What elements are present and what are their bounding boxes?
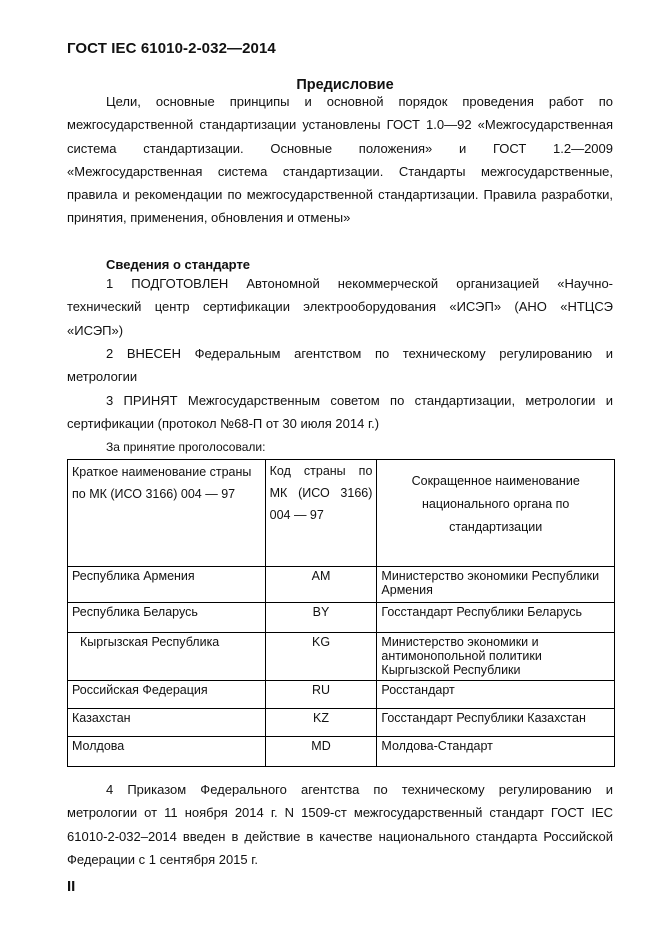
table-row [68,603,615,633]
info-item-4 [67,778,613,871]
code-cell: BY [265,603,377,633]
preface-text: Цели, основные принципы и основной порядок проведения работ по межгосударственной стандартизации установлены ГОСТ 1.0—92 «Межгосударственная система стандартизации. Основные положения» и ГОСТ 1.2—2009 «Межгосударственная система стандартизации. Стандарты межгосударственные, правила и рекомендации по межгосударственной стандартизации. Правила разработки, принятия, применения, обновления и отмены» [67,94,613,226]
document-code-header: ГОСТ IEC 61010-2-032—2014 [67,40,276,57]
info-item-4-text: 4 Приказом Федерального агентства по техническому регулированию и метрологии от 11 ноября 2014 г. N 1509-ст межгосударственный стандарт ГОСТ IEC 61010-2-032–2014 введен в действие в качестве национального стандарта Российской Федерации с 1 сентября 2015 г. [67,782,613,867]
country-cell: Казахстан [68,709,266,737]
table-row [68,737,615,767]
info-item-1-text: 1 ПОДГОТОВЛЕН Автономной некоммерческой организацией «Научно-технический центр сертификации электрооборудования «ИСЭП» (АНО «НТЦСЭ «ИСЭП») [67,276,613,338]
table-row [68,567,615,603]
country-cell: Кыргызская Республика [68,633,266,681]
voting-countries-table [67,459,615,767]
code-cell: RU [265,681,377,709]
table-row [68,709,615,737]
org-cell: Министерство экономики и антимонопольной политики Кыргызской Республики [377,633,615,681]
info-item-3-text: 3 ПРИНЯТ Межгосударственным советом по стандартизации, метрологии и сертификации (протокол №68-П от 30 июля 2014 г.) [67,393,613,432]
header-national-body: Сокращенное наименование национального органа по стандартизации [377,460,615,567]
page-number: II [67,878,76,895]
info-item-2 [67,342,613,389]
country-cell: Республика Беларусь [68,603,266,633]
org-cell: Госстандарт Республики Казахстан [377,709,615,737]
header-country-code: Код страны по МК (ИСО 3166) 004 — 97 [265,460,377,567]
table-row [68,681,615,709]
code-cell: MD [265,737,377,767]
org-cell: Министерство экономики Республики Армения [377,567,615,603]
vote-label: За принятие проголосовали: [106,440,266,454]
table-row [68,633,615,681]
org-cell: Молдова-Стандарт [377,737,615,767]
org-cell: Госстандарт Республики Беларусь [377,603,615,633]
info-item-1 [67,272,613,342]
code-cell: AM [265,567,377,603]
country-cell: Республика Армения [68,567,266,603]
info-item-2-text: 2 ВНЕСЕН Федеральным агентством по техническому регулированию и метрологии [67,346,613,385]
info-item-3 [67,389,613,436]
code-cell: KZ [265,709,377,737]
header-country-name: Краткое наименование страны по МК (ИСО 3166) 004 — 97 [68,460,266,567]
standard-info-heading: Сведения о стандарте [106,257,251,272]
table-header-row [68,460,615,567]
preface-title: Предисловие [296,77,394,93]
code-cell: KG [265,633,377,681]
country-cell: Российская Федерация [68,681,266,709]
preface-paragraph [67,90,613,230]
org-cell: Росстандарт [377,681,615,709]
country-cell: Молдова [68,737,266,767]
